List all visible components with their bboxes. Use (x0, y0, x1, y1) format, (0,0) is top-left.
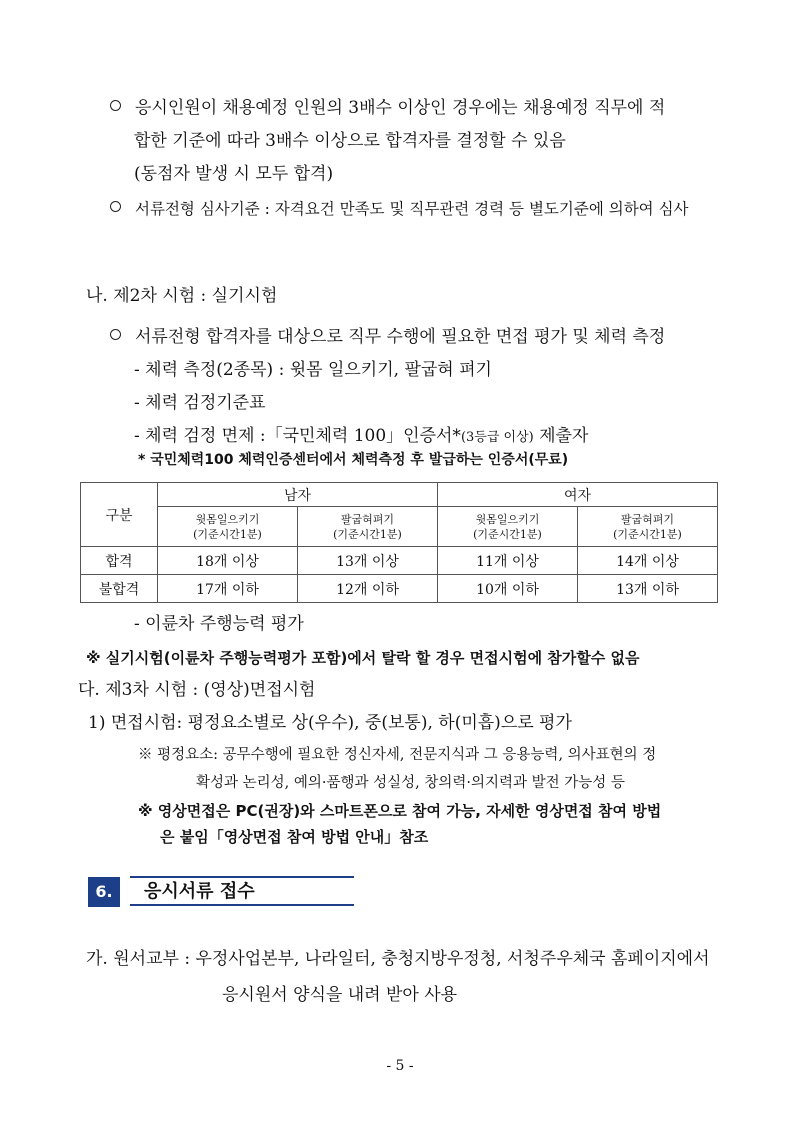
warning-note: ※ 영상면접은 PC(권장)와 스마트폰으로 참여 가능, 자세한 영상면접 참여 방법 (138, 802, 662, 820)
footnote: * 국민체력100 체력인증센터에서 체력측정 후 발급하는 인증서(무료) (138, 452, 569, 468)
table-cell: 11개 이상 (438, 547, 578, 575)
bullet-item-criteria (110, 197, 689, 219)
dash-item: - 체력 측정(2종목) : 윗몸 일으키기, 팔굽혀 펴기 (134, 360, 492, 380)
table-cell: 10개 이하 (438, 575, 578, 603)
table-subheader (438, 507, 578, 547)
note-line: 확성과 논리성, 예의·품행과 성실성, 창의력·의지력과 발전 가능성 등 (196, 775, 625, 791)
table-subheader (298, 507, 438, 547)
text-line: 가. 원서교부 : 우정사업본부, 나라일터, 충청지방우정청, 서청주우체국 홈페이지에서 (86, 949, 710, 969)
section-title: 응시서류 접수 (130, 876, 354, 906)
row-label: 불합격 (81, 575, 158, 603)
dash-item: - 이륜차 주행능력 평가 (134, 614, 304, 634)
section-heading-3rd-exam: 다. 제3차 시험 : (영상)면접시험 (78, 680, 316, 700)
text-line: 서류전형 합격자를 대상으로 직무 수행에 필요한 면접 평가 및 체력 측정 (135, 327, 666, 347)
sub-name: 윗몸일으키기 (195, 512, 260, 526)
row-label: 합격 (81, 547, 158, 575)
circle-bullet-icon (110, 329, 121, 340)
table-cell: 13개 이상 (298, 547, 438, 575)
table-row (81, 547, 718, 575)
sub-name: 팔굽혀펴기 (620, 512, 675, 526)
numbered-item: 1) 면접시험: 평정요소별로 상(우수), 중(보통), 하(미흡)으로 평가 (88, 713, 572, 733)
section-heading-2nd-exam: 나. 제2차 시험 : 실기시험 (86, 286, 278, 306)
sub-name: 윗몸일으키기 (475, 512, 540, 526)
warning-note: 은 붙임「영상면접 참여 방법 안내」참조 (160, 828, 429, 846)
sub-time: (기준시간1분) (333, 527, 402, 541)
table-subheader (578, 507, 718, 547)
dash-item: - 체력 검정기준표 (134, 393, 266, 413)
sub-time: (기준시간1분) (473, 527, 542, 541)
text-line: 서류전형 심사기준 : 자격요건 만족도 및 직무관련 경력 등 별도기준에 의하여 심사 (135, 200, 689, 218)
warning-note: ※ 실기시험(이륜차 주행능력평가 포함)에서 탈락 할 경우 면접시험에 참가할수 없음 (86, 649, 640, 667)
note-line: ※ 평정요소: 공무수행에 필요한 정신자세, 전문지식과 그 응용능력, 의사표현의 정 (138, 747, 657, 763)
sub-time: (기준시간1분) (613, 527, 682, 541)
table-cell: 13개 이하 (578, 575, 718, 603)
sub-time: (기준시간1분) (193, 527, 262, 541)
text-line: 합한 기준에 따라 3배수 이상으로 합격자를 결정할 수 있음 (134, 131, 566, 151)
section-number-badge: 6. (88, 877, 120, 907)
text-line: (동점자 발생 시 모두 합격) (134, 164, 334, 184)
table-group-male: 남자 (158, 483, 438, 507)
text: 제출자 (533, 426, 589, 446)
text: (3등급 이상) (460, 430, 534, 445)
table-row (81, 575, 718, 603)
text-line: 응시인원이 채용예정 인원의 3배수 이상인 경우에는 채용예정 직무에 적 (135, 98, 666, 118)
bullet-item-practical (110, 322, 665, 347)
table-cell: 12개 이하 (298, 575, 438, 603)
bullet-item-applicants (110, 93, 665, 118)
circle-bullet-icon (110, 100, 121, 111)
table-group-female: 여자 (438, 483, 718, 507)
table-header-category: 구분 (81, 483, 158, 547)
circle-bullet-icon (110, 201, 121, 212)
table-cell: 17개 이하 (158, 575, 298, 603)
table-cell: 18개 이상 (158, 547, 298, 575)
dash-item (134, 421, 588, 446)
table-subheader (158, 507, 298, 547)
page-number: - 5 - (386, 1058, 414, 1074)
table-cell: 14개 이상 (578, 547, 718, 575)
text: - 체력 검정 면제 :「국민체력 100」인증서* (134, 426, 461, 446)
text-line: 응시원서 양식을 내려 받아 사용 (222, 985, 458, 1005)
sub-name: 팔굽혀펴기 (340, 512, 395, 526)
fitness-standard-table (80, 482, 718, 603)
